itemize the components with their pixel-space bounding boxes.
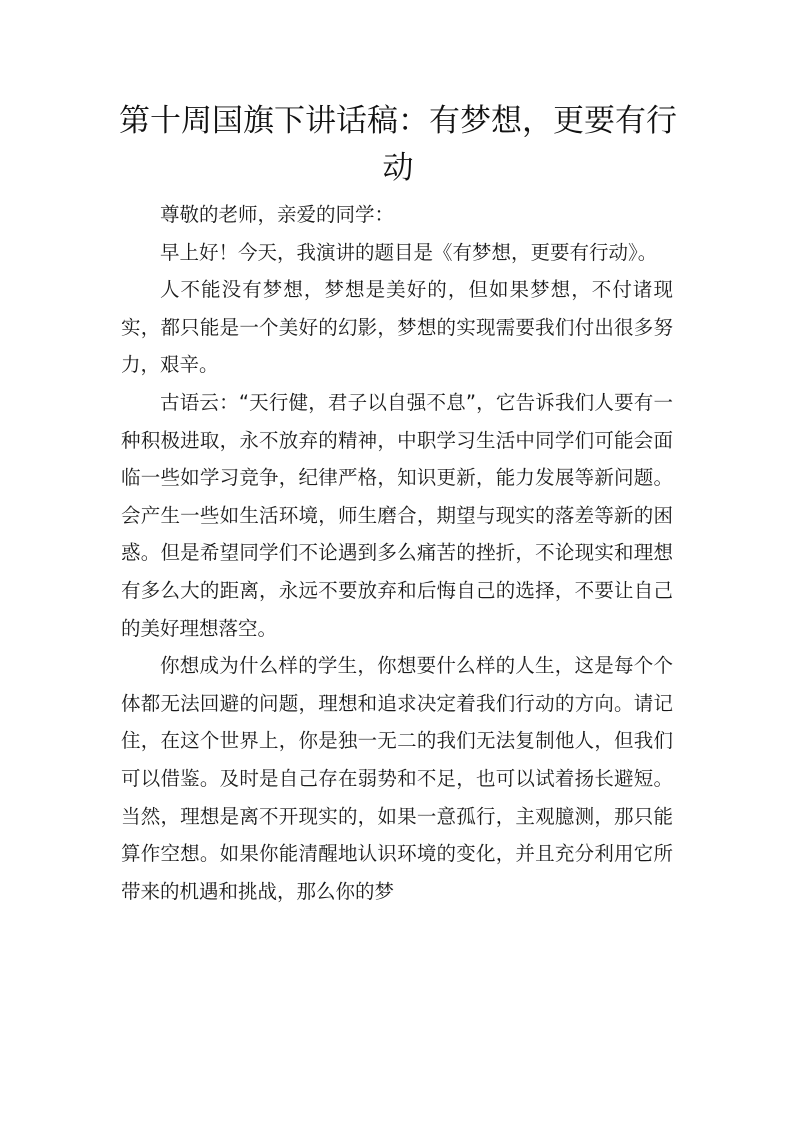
paragraph-greeting: 尊敬的老师，亲爱的同学： (160, 203, 395, 226)
document-title: 第十周国旗下讲话稿：有梦想，更要有行动 (119, 103, 677, 186)
paragraph: 人不能没有梦想，梦想是美好的，但如果梦想，不付诸现实，都只能是一个美好的幻影，梦想的实现需要我们付出很多努力，艰辛。 (121, 278, 673, 377)
document-body (121, 196, 673, 910)
paragraph: 你想成为什么样的学生，你想要什么样的人生，这是每个个体都无法回避的问题，理想和追求决定着我们行动的方向。请记住，在这个世界上，你是独一无二的我们无法复制他人，但我们可以借鉴。及时是自己存在弱势和不足，也可以试着扬长避短。当然，理想是离不开现实的，如果一意孤行，主观臆测，那只能算作空想。如果你能清醒地认识环境的变化，并且充分利用它所带来的机遇和挑战，那么你的梦 (121, 654, 673, 903)
paragraph: 古语云：“天行健，君子以自强不息”，它告诉我们人要有一种积极进取，永不放弃的精神，中职学习生活中同学们可能会面临一些如学习竞争，纪律严格，知识更新，能力发展等新问题。会产生一些如生活环境，师生磨合，期望与现实的落差等新的困惑。但是希望同学们不论遇到多么痛苦的挫折，不论现实和理想有多么大的距离，永远不要放弃和后悔自己的选择，不要让自己的美好理想落空。 (121, 390, 673, 640)
paragraph-opening: 早上好！今天，我演讲的题目是《有梦想，更要有行动》。 (160, 240, 658, 264)
